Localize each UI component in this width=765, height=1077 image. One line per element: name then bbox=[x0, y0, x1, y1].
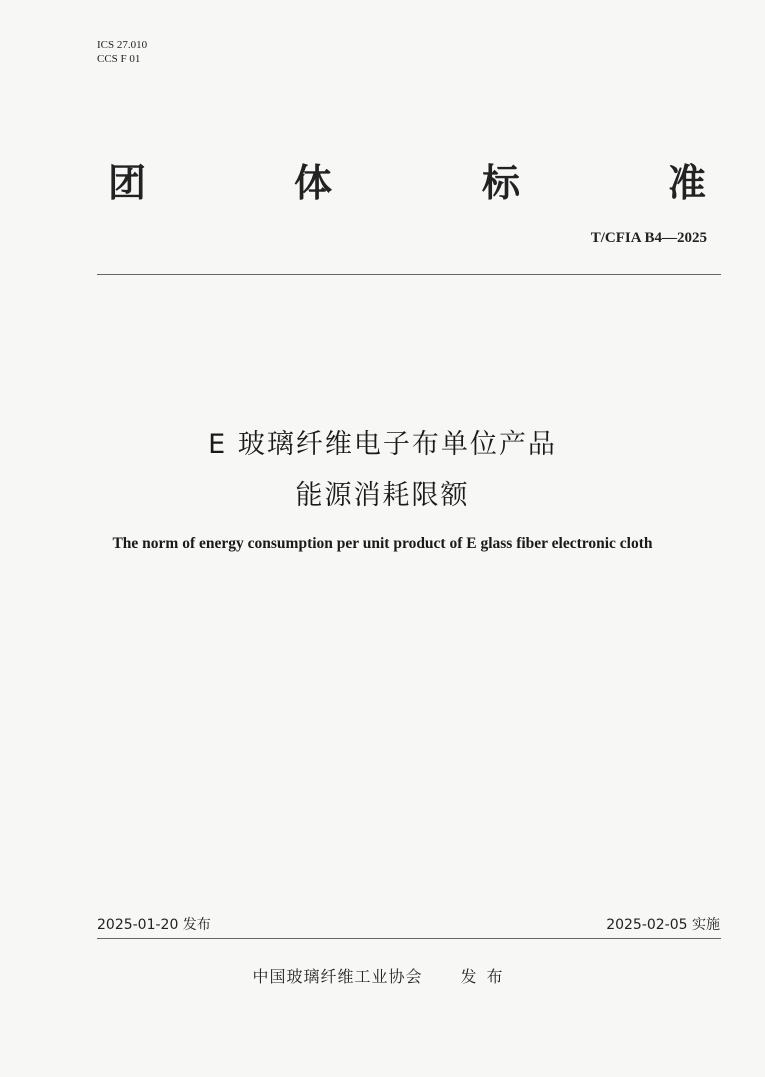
bottom-divider bbox=[97, 938, 721, 939]
publisher-organization: 中国玻璃纤维工业协会 bbox=[252, 967, 423, 986]
issue-date: 2025-01-20 发布 bbox=[97, 917, 211, 933]
title-english: The norm of energy consumption per unit product of E glass fiber electronic cloth bbox=[112, 535, 653, 552]
classification-codes bbox=[97, 38, 147, 66]
standard-number: T/CFIA B4—2025 bbox=[590, 230, 707, 246]
standard-type-heading bbox=[0, 152, 765, 205]
standard-type-char: 标 bbox=[482, 161, 521, 205]
title-chinese-line-2: 能源消耗限额 bbox=[295, 480, 470, 511]
publisher-line bbox=[0, 964, 765, 987]
title-chinese-line-1: E 玻璃纤维电子布单位产品 bbox=[208, 429, 557, 460]
publish-label: 发布 bbox=[460, 967, 513, 986]
standard-type-char: 团 bbox=[108, 161, 147, 205]
standard-type-char: 准 bbox=[668, 161, 707, 205]
top-divider bbox=[97, 274, 721, 275]
standard-type-char: 体 bbox=[294, 161, 333, 205]
ccs-code: CCS F 01 bbox=[97, 53, 141, 65]
ics-code: ICS 27.010 bbox=[97, 39, 148, 51]
implementation-date: 2025-02-05 实施 bbox=[606, 917, 720, 933]
